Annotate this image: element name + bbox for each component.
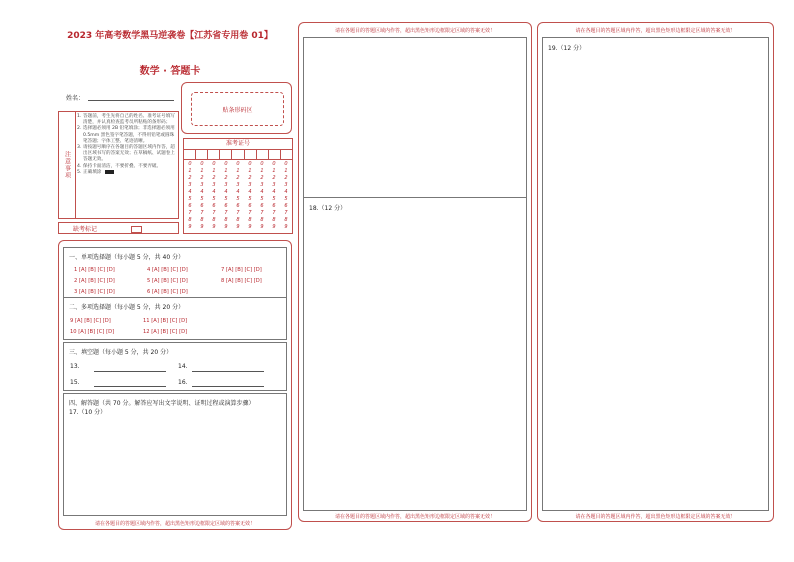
fill-answer-14[interactable] xyxy=(192,371,264,372)
admission-digit-bubble[interactable]: 3 xyxy=(272,182,276,188)
admission-digit-bubble[interactable]: 8 xyxy=(224,217,228,223)
admission-digit-bubble[interactable]: 9 xyxy=(236,224,240,230)
page-subtitle: 数学 · 答题卡 xyxy=(139,66,201,77)
admission-digit-bubble[interactable]: 0 xyxy=(212,161,216,167)
admission-digit-bubble[interactable]: 3 xyxy=(284,182,288,188)
admission-number-box[interactable] xyxy=(269,149,281,159)
admission-digit-bubble[interactable]: 0 xyxy=(272,161,276,167)
fill-label-15: 15. xyxy=(70,379,80,386)
choice-row-6[interactable]: 6 [A] [B] [C] [D] xyxy=(147,289,188,295)
admission-digit-bubble[interactable]: 5 xyxy=(236,196,240,202)
fill-answer-13[interactable] xyxy=(94,371,166,372)
question-17-continued-panel[interactable] xyxy=(303,37,527,213)
admission-digit-bubble[interactable]: 2 xyxy=(236,175,240,181)
admission-digit-bubble[interactable]: 9 xyxy=(212,224,216,230)
admission-digit-bubble[interactable]: 7 xyxy=(272,210,276,216)
name-label: 姓名： xyxy=(66,95,85,102)
admission-digit-bubble[interactable]: 1 xyxy=(284,168,288,174)
admission-digit-bubble[interactable]: 2 xyxy=(212,175,216,181)
admission-digit-bubble[interactable]: 5 xyxy=(200,196,204,202)
admission-digit-bubble[interactable]: 9 xyxy=(284,224,288,230)
admission-digit-bubble[interactable]: 8 xyxy=(236,217,240,223)
notes-list xyxy=(77,114,177,176)
admission-digit-bubble[interactable]: 4 xyxy=(272,189,276,195)
admission-digit-bubble[interactable]: 2 xyxy=(224,175,228,181)
admission-digit-bubble[interactable]: 9 xyxy=(272,224,276,230)
choice-row-8[interactable]: 8 [A] [B] [C] [D] xyxy=(221,278,262,284)
admission-digit-bubble[interactable]: 1 xyxy=(272,168,276,174)
admission-digit-bubble[interactable]: 6 xyxy=(248,203,252,209)
admission-digit-bubble[interactable]: 2 xyxy=(260,175,264,181)
question-17-label: 17.（10 分） xyxy=(69,409,107,416)
fill-label-16: 16. xyxy=(178,379,188,386)
absent-mark xyxy=(58,222,179,234)
warning-middle-top: 请在各题目的答题区域内作答，超出黑色矩形边框限定区域的答案无效！ xyxy=(334,28,495,34)
admission-digit-bubble[interactable]: 1 xyxy=(224,168,228,174)
admission-digit-bubble[interactable]: 0 xyxy=(236,161,240,167)
admission-number-box[interactable] xyxy=(257,149,269,159)
admission-digit-bubble[interactable]: 7 xyxy=(188,210,192,216)
admission-digit-bubble[interactable]: 5 xyxy=(272,196,276,202)
admission-digit-bubble[interactable]: 6 xyxy=(236,203,240,209)
admission-digit-bubble[interactable]: 1 xyxy=(260,168,264,174)
absent-label: 缺考标记 xyxy=(73,226,98,233)
admission-digit-bubble[interactable]: 5 xyxy=(188,196,192,202)
filled-mark-sample-icon xyxy=(105,170,114,174)
admission-digit-bubble[interactable]: 8 xyxy=(200,217,204,223)
admission-number-box[interactable] xyxy=(281,149,292,159)
warning-right-top: 请在各题目的答题区域内作答，超出黑色矩形边框限定区域的答案无效！ xyxy=(575,28,736,34)
page-title: 2023 年高考数学黑马逆袭卷【江苏省专用卷 01】 xyxy=(67,31,273,41)
admission-digit-bubble[interactable]: 0 xyxy=(224,161,228,167)
admission-digit-bubble[interactable]: 5 xyxy=(212,196,216,202)
admission-digit-bubble[interactable]: 6 xyxy=(212,203,216,209)
admission-digit-bubble[interactable]: 1 xyxy=(248,168,252,174)
warning-left: 请在各题目的答题区域内作答，超出黑色矩形边框限定区域的答案无效！ xyxy=(94,521,255,527)
choice-row-9[interactable]: 9 [A] [B] [C] [D] xyxy=(70,318,111,324)
note-item: 1. 答题前，考生先将自己的姓名、准考证号填写清楚，并认真检查监考员所粘贴的条形码； xyxy=(77,114,175,126)
choice-row-10[interactable]: 10 [A] [B] [C] [D] xyxy=(70,329,115,335)
question-18-panel[interactable] xyxy=(303,197,527,511)
admission-digit-bubble[interactable]: 4 xyxy=(236,189,240,195)
admission-digit-bubble[interactable]: 4 xyxy=(224,189,228,195)
single-choice-section xyxy=(63,247,287,301)
admission-digit-column xyxy=(232,161,244,231)
admission-digit-bubble[interactable]: 0 xyxy=(248,161,252,167)
admission-digit-bubble[interactable]: 9 xyxy=(248,224,252,230)
multi-choice-section xyxy=(63,297,287,340)
single-choice-title: 一、单项选择题（每小题 5 分，共 40 分） xyxy=(69,254,185,261)
admission-digit-bubble[interactable]: 2 xyxy=(272,175,276,181)
admission-digit-bubble[interactable]: 3 xyxy=(248,182,252,188)
admission-digit-bubble[interactable]: 5 xyxy=(284,196,288,202)
question-19-label: 19.（12 分） xyxy=(548,45,586,52)
admission-digit-bubble[interactable]: 7 xyxy=(248,210,252,216)
admission-digit-column xyxy=(184,161,196,231)
fill-label-13: 13. xyxy=(70,363,80,370)
admission-digit-bubble[interactable]: 5 xyxy=(224,196,228,202)
warning-right-bottom: 请在各题目的答题区域内作答，超出黑色矩形边框限定区域的答案无效！ xyxy=(575,514,736,520)
admission-number-box[interactable] xyxy=(184,149,196,159)
admission-digit-bubble[interactable]: 2 xyxy=(200,175,204,181)
choice-row-11[interactable]: 11 [A] [B] [C] [D] xyxy=(143,318,188,324)
choice-row-2[interactable]: 2 [A] [B] [C] [D] xyxy=(74,278,115,284)
admission-digit-bubble[interactable]: 6 xyxy=(272,203,276,209)
admission-digit-column xyxy=(256,161,268,231)
warning-middle-bottom: 请在各题目的答题区域内作答，超出黑色矩形边框限定区域的答案无效！ xyxy=(334,514,495,520)
fill-answer-16[interactable] xyxy=(192,386,264,387)
admission-digit-bubble[interactable]: 6 xyxy=(284,203,288,209)
note-item: 5. 正确填涂 xyxy=(77,170,177,176)
fill-answer-15[interactable] xyxy=(94,386,166,387)
admission-digit-column xyxy=(196,161,208,231)
fill-blank-section xyxy=(63,342,287,391)
admission-digit-bubble[interactable]: 0 xyxy=(284,161,288,167)
admission-digit-bubble[interactable]: 2 xyxy=(248,175,252,181)
admission-digit-bubble[interactable]: 5 xyxy=(248,196,252,202)
admission-digit-bubble[interactable]: 7 xyxy=(260,210,264,216)
absent-checkbox[interactable] xyxy=(131,226,142,233)
admission-digit-bubble[interactable]: 3 xyxy=(188,182,192,188)
admission-digit-bubble[interactable]: 0 xyxy=(188,161,192,167)
choice-row-4[interactable]: 4 [A] [B] [C] [D] xyxy=(147,267,188,273)
admission-number-box[interactable] xyxy=(220,149,232,159)
admission-digit-columns xyxy=(184,161,292,231)
admission-number-grid xyxy=(183,138,293,234)
admission-digit-bubble[interactable]: 3 xyxy=(260,182,264,188)
admission-digit-bubble[interactable]: 3 xyxy=(212,182,216,188)
admission-digit-bubble[interactable]: 4 xyxy=(188,189,192,195)
admission-digit-bubble[interactable]: 9 xyxy=(188,224,192,230)
admission-digit-bubble[interactable]: 1 xyxy=(188,168,192,174)
admission-digit-bubble[interactable]: 7 xyxy=(200,210,204,216)
fill-label-14: 14. xyxy=(178,363,188,370)
admission-digit-bubble[interactable]: 7 xyxy=(224,210,228,216)
fill-blank-title: 三、填空题（每小题 5 分，共 20 分） xyxy=(69,349,173,356)
admission-digit-bubble[interactable]: 4 xyxy=(260,189,264,195)
note-item: 3. 请按题号顺序在各题目的答题区域内作答，超出区域书写的答案无效；在草稿纸、试题卷上答题无效。 xyxy=(77,145,175,163)
admission-digit-bubble[interactable]: 9 xyxy=(224,224,228,230)
barcode-area xyxy=(181,82,292,134)
admission-digit-column xyxy=(220,161,232,231)
admission-digit-bubble[interactable]: 1 xyxy=(200,168,204,174)
notes-box xyxy=(58,111,179,219)
right-answer-area xyxy=(537,22,774,522)
notes-label: 注意事项 xyxy=(63,151,71,179)
admission-digit-bubble[interactable]: 8 xyxy=(212,217,216,223)
admission-digit-bubble[interactable]: 0 xyxy=(260,161,264,167)
admission-digit-bubble[interactable]: 6 xyxy=(200,203,204,209)
admission-digit-bubble[interactable]: 1 xyxy=(212,168,216,174)
multi-choice-title: 二、多项选择题（每小题 5 分，共 20 分） xyxy=(69,304,185,311)
admission-digit-bubble[interactable]: 2 xyxy=(284,175,288,181)
admission-digit-column xyxy=(268,161,280,231)
choice-row-5[interactable]: 5 [A] [B] [C] [D] xyxy=(147,278,188,284)
admission-digit-bubble[interactable]: 1 xyxy=(236,168,240,174)
admission-number-boxes[interactable] xyxy=(184,149,292,160)
admission-digit-bubble[interactable]: 5 xyxy=(260,196,264,202)
note-item: 2. 选择题必须用 2B 铅笔填涂；非选择题必须用 0.5mm 黑色签字笔答题，不得用铅笔或圆珠笔答题；字体工整、笔迹清晰。 xyxy=(77,126,175,144)
admission-digit-bubble[interactable]: 4 xyxy=(284,189,288,195)
choice-row-12[interactable]: 12 [A] [B] [C] [D] xyxy=(143,329,188,335)
admission-digit-bubble[interactable]: 8 xyxy=(284,217,288,223)
middle-answer-area xyxy=(298,22,532,522)
admission-digit-bubble[interactable]: 8 xyxy=(272,217,276,223)
admission-digit-bubble[interactable]: 9 xyxy=(200,224,204,230)
admission-digit-bubble[interactable]: 7 xyxy=(212,210,216,216)
admission-digit-bubble[interactable]: 3 xyxy=(236,182,240,188)
choice-row-1[interactable]: 1 [A] [B] [C] [D] xyxy=(74,267,115,273)
admission-number-box[interactable] xyxy=(245,149,257,159)
free-response-title: 四、解答题（共 70 分。解答应写出文字说明、证明过程或演算步骤） xyxy=(69,400,255,407)
admission-digit-bubble[interactable]: 9 xyxy=(260,224,264,230)
answer-area xyxy=(58,240,292,530)
admission-digit-column xyxy=(244,161,256,231)
admission-digit-bubble[interactable]: 6 xyxy=(188,203,192,209)
admission-label: 准考证号 xyxy=(184,139,292,150)
admission-number-box[interactable] xyxy=(208,149,220,159)
admission-digit-bubble[interactable]: 8 xyxy=(248,217,252,223)
question-18-label: 18.（12 分） xyxy=(309,205,347,212)
choice-row-3[interactable]: 3 [A] [B] [C] [D] xyxy=(74,289,115,295)
choice-row-7[interactable]: 7 [A] [B] [C] [D] xyxy=(221,267,262,273)
admission-digit-bubble[interactable]: 2 xyxy=(188,175,192,181)
barcode-label: 贴条形码区 xyxy=(191,92,284,126)
admission-digit-bubble[interactable]: 4 xyxy=(212,189,216,195)
notes-label-cell xyxy=(59,112,76,218)
name-field[interactable] xyxy=(88,100,174,101)
admission-digit-bubble[interactable]: 3 xyxy=(200,182,204,188)
question-19-panel[interactable] xyxy=(542,37,769,511)
admission-digit-column xyxy=(208,161,220,231)
free-response-section[interactable] xyxy=(63,393,287,516)
admission-digit-bubble[interactable]: 8 xyxy=(260,217,264,223)
admission-number-box[interactable] xyxy=(196,149,208,159)
admission-digit-bubble[interactable]: 6 xyxy=(260,203,264,209)
admission-digit-bubble[interactable]: 7 xyxy=(284,210,288,216)
admission-number-box[interactable] xyxy=(232,149,244,159)
note-item: 4. 保持卡面清洁，不要折叠、不要弄破。 xyxy=(77,163,162,169)
admission-digit-bubble[interactable]: 6 xyxy=(224,203,228,209)
admission-digit-column xyxy=(280,161,292,231)
admission-digit-bubble[interactable]: 4 xyxy=(248,189,252,195)
admission-digit-bubble[interactable]: 0 xyxy=(200,161,204,167)
admission-digit-bubble[interactable]: 3 xyxy=(224,182,228,188)
admission-digit-bubble[interactable]: 8 xyxy=(188,217,192,223)
admission-digit-bubble[interactable]: 4 xyxy=(200,189,204,195)
admission-digit-bubble[interactable]: 7 xyxy=(236,210,240,216)
